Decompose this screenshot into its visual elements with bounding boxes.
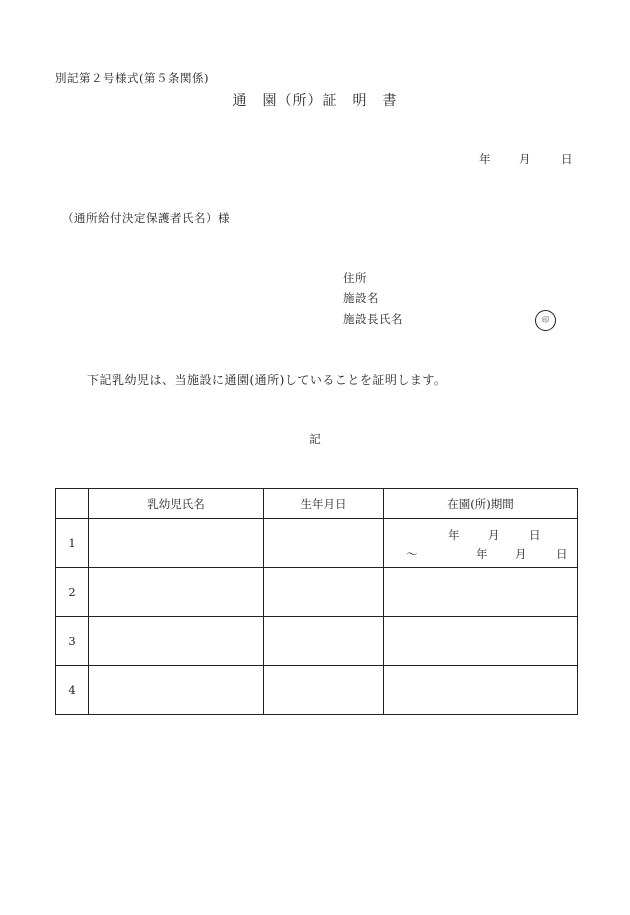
header-number — [56, 489, 89, 519]
birthdate-cell — [264, 666, 384, 715]
row-number: 2 — [56, 568, 89, 617]
form-reference: 別記第２号様式(第５条関係) — [55, 71, 209, 85]
period-end-year-label: 年 — [476, 547, 488, 561]
certificate-table — [55, 488, 578, 715]
row-number: 1 — [56, 519, 89, 568]
period-end-day-label: 日 — [556, 547, 568, 561]
date-year-label: 年 — [479, 152, 491, 166]
header-child-name: 乳幼児氏名 — [89, 489, 264, 519]
child-name-cell — [89, 666, 264, 715]
issuer-address-label: 住所 — [343, 271, 367, 285]
issuer-director-label: 施設長氏名 — [343, 312, 403, 326]
period-cell — [384, 568, 578, 617]
period-start-year-label: 年 — [448, 528, 460, 542]
child-name-cell — [89, 568, 264, 617]
period-start-day-label: 日 — [529, 528, 541, 542]
child-name-cell — [89, 617, 264, 666]
table-header-row — [56, 489, 578, 519]
header-birthdate: 生年月日 — [264, 489, 384, 519]
ki-heading: 記 — [309, 432, 321, 446]
table-row — [56, 568, 578, 617]
certification-statement: 下記乳幼児は、当施設に通園(通所)していることを証明します。 — [87, 373, 447, 387]
row-number: 3 — [56, 617, 89, 666]
period-start-month-label: 月 — [488, 528, 500, 542]
date-day-label: 日 — [561, 152, 573, 166]
birthdate-cell — [264, 568, 384, 617]
table-row — [56, 666, 578, 715]
seal-mark: 印 — [535, 310, 556, 331]
document-title: 通 園（所）証 明 書 — [232, 93, 398, 109]
addressee-line: （通所給付決定保護者氏名）様 — [62, 211, 230, 225]
header-enrollment-period: 在園(所)期間 — [384, 489, 578, 519]
period-cell — [384, 519, 578, 568]
period-end-month-label: 月 — [515, 547, 527, 561]
period-range-mark: ～ — [406, 547, 418, 561]
date-month-label: 月 — [519, 152, 531, 166]
issuer-facility-label: 施設名 — [343, 291, 379, 305]
row-number: 4 — [56, 666, 89, 715]
period-cell — [384, 666, 578, 715]
birthdate-cell — [264, 519, 384, 568]
table-row — [56, 617, 578, 666]
child-name-cell — [89, 519, 264, 568]
birthdate-cell — [264, 617, 384, 666]
table-row — [56, 519, 578, 568]
period-cell — [384, 617, 578, 666]
